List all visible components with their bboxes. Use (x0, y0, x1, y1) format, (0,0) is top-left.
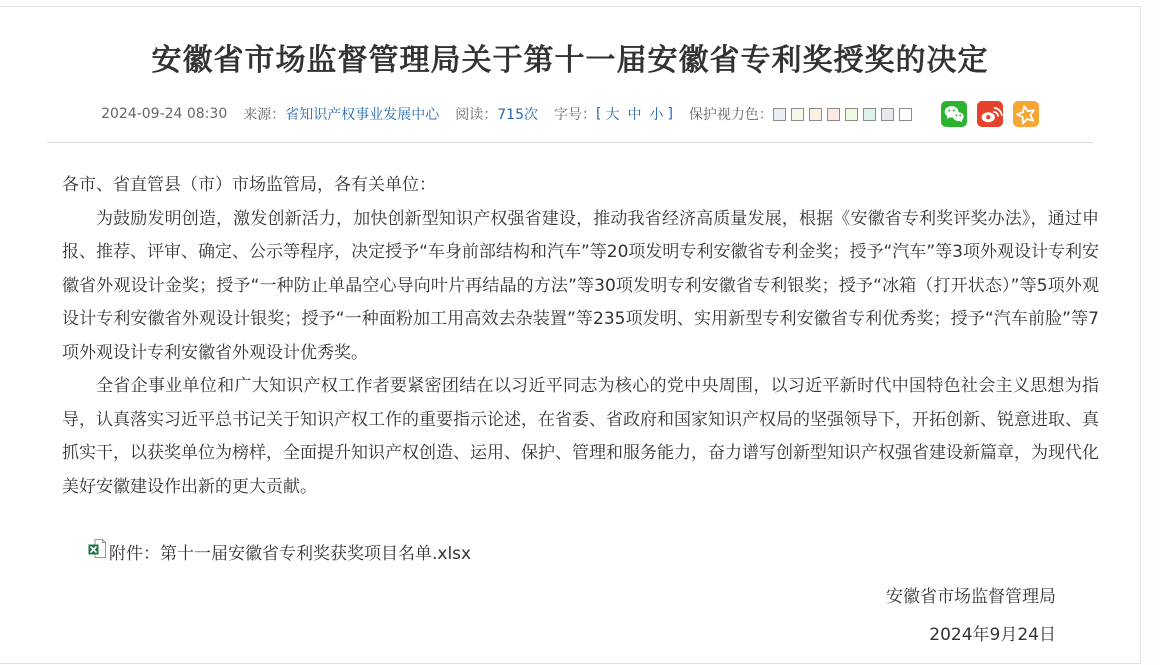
eye-color-swatch[interactable] (881, 108, 894, 121)
font-size-bracket-open: [ (595, 106, 602, 123)
article-body (62, 169, 1099, 504)
eye-color-swatch[interactable] (845, 108, 858, 121)
signature-org: 安徽省市场监督管理局 (886, 587, 1056, 608)
views-label: 阅读： (455, 107, 498, 124)
eye-color-swatch[interactable] (809, 108, 822, 121)
eye-color-swatch[interactable] (791, 108, 804, 121)
article-page (0, 6, 1141, 664)
weibo-icon (977, 101, 1003, 127)
header-divider (47, 142, 1093, 143)
xlsx-file-icon (88, 538, 107, 564)
eye-protection-field (689, 104, 917, 124)
publish-datetime: 2024-09-24 08:30 (101, 106, 228, 123)
eye-protection-label: 保护视力色： (688, 107, 773, 124)
wechat-share-button[interactable] (941, 101, 967, 127)
font-size-medium-button[interactable]: 中 (627, 107, 642, 124)
views-field (455, 104, 538, 124)
attachment-link[interactable]: 附件：第十一届安徽省专利奖获奖项目名单.xlsx (109, 543, 472, 564)
page-title: 安徽省市场监督管理局关于第十一届安徽省专利奖授奖的决定 (151, 43, 989, 78)
favorite-star-button[interactable] (1013, 101, 1039, 127)
article-meta-bar (0, 101, 1140, 127)
views-count: 715次 (497, 107, 538, 124)
eye-color-swatch[interactable] (899, 108, 912, 121)
font-size-bracket-close: ] (667, 106, 673, 123)
weibo-share-button[interactable] (977, 101, 1003, 127)
salutation-line: 各市、省直管县（市）市场监管局，各有关单位： (62, 175, 436, 196)
source-link[interactable]: 省知识产权事业发展中心 (285, 107, 440, 124)
font-size-label: 字号： (553, 107, 596, 124)
source-label: 来源： (243, 107, 286, 124)
star-icon (1013, 101, 1039, 127)
attachment-row (88, 538, 1099, 564)
eye-color-swatch[interactable] (827, 108, 840, 121)
wechat-icon (941, 101, 967, 127)
signature-date: 2024年9月24日 (929, 625, 1056, 646)
font-size-large-button[interactable]: 大 (605, 107, 620, 124)
body-paragraph-2: 全省企事业单位和广大知识产权工作者要紧密团结在以习近平同志为核心的党中央周围，以习近平新时代中国特色社会主义思想为指导，认真落实习近平总书记关于知识产权工作的重要指示论述，在省委、省政府和国家知识产权局的坚强领导下，开拓创新、锐意进取、真抓实干，以获奖单位为榜样，全面提升知识产权创造、运用、保护、管理和服务能力，奋力谱写创新型知识产权强省建设新篇章，为现代化美好安徽建设作出新的更大贡献。 (62, 376, 1099, 497)
eye-color-swatch[interactable] (773, 108, 786, 121)
eye-color-swatch[interactable] (863, 108, 876, 121)
body-paragraph-1: 为鼓励发明创造，激发创新活力，加快创新型知识产权强省建设，推动我省经济高质量发展，根据《安徽省专利奖评奖办法》，通过申报、推荐、评审、确定、公示等程序，决定授予“车身前部结构和汽车”等20项发明专利安徽省专利金奖；授予“汽车”等3项外观设计专利安徽省外观设计金奖；授予“一种防止单晶空心导向叶片再结晶的方法”等30项发明专利安徽省专利银奖；授予“冰箱（打开状态）”等5项外观设计专利安徽省外观设计银奖；授予“一种面粉加工用高效去杂装置”等235项发明、实用新型专利安徽省专利优秀奖；授予“汽车前脸”等7项外观设计专利安徽省外观设计优秀奖。 (62, 208, 1099, 363)
share-buttons (931, 101, 1039, 127)
font-size-small-button[interactable]: 小 (649, 107, 664, 124)
eye-color-swatches (773, 108, 917, 121)
font-size-control (554, 104, 673, 124)
source-field (243, 104, 439, 124)
signature-block (0, 578, 1056, 654)
